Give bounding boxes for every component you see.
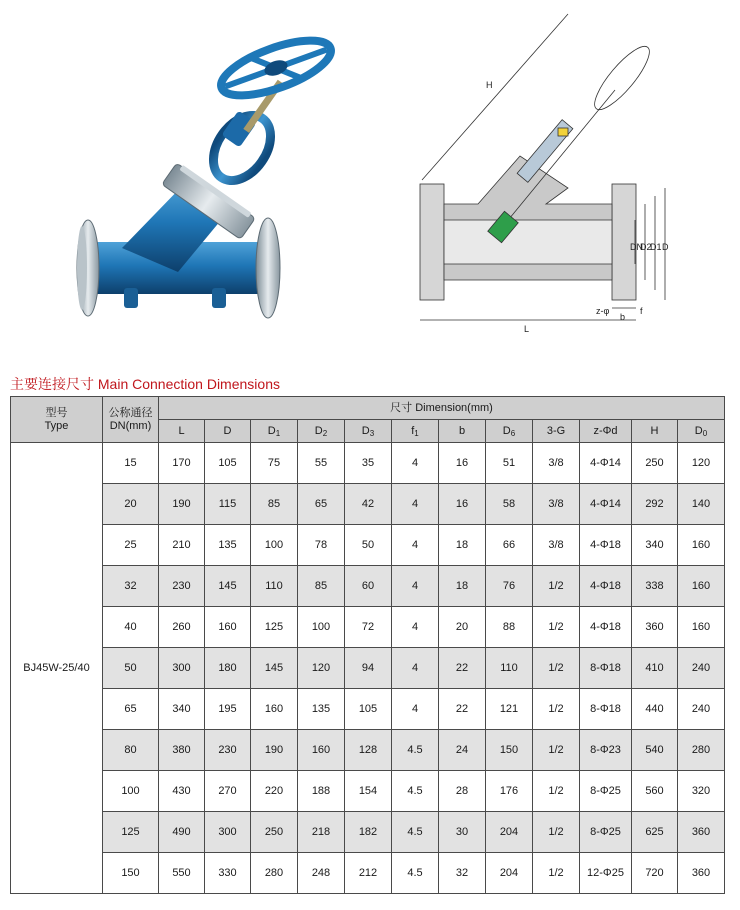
table-cell: 170 <box>159 443 205 484</box>
table-cell: 128 <box>345 730 392 771</box>
dn-cell: 25 <box>103 525 159 566</box>
table-cell: 72 <box>345 607 392 648</box>
table-cell: 300 <box>205 812 251 853</box>
column-header-base: D <box>361 424 370 437</box>
table-cell: 8-Φ18 <box>580 648 632 689</box>
table-cell: 150 <box>486 730 533 771</box>
table-cell: 100 <box>298 607 345 648</box>
table-cell: 490 <box>159 812 205 853</box>
table-cell: 4 <box>392 566 439 607</box>
table-cell: 18 <box>439 566 486 607</box>
dim-label-zd: z-φ <box>596 306 610 316</box>
table-cell: 4-Φ18 <box>580 525 632 566</box>
table-cell: 18 <box>439 525 486 566</box>
table-cell: 330 <box>205 853 251 894</box>
table-cell: 360 <box>678 812 725 853</box>
table-cell: 65 <box>298 484 345 525</box>
table-cell: 360 <box>632 607 678 648</box>
table-cell: 145 <box>205 566 251 607</box>
table-cell: 58 <box>486 484 533 525</box>
table-cell: 50 <box>345 525 392 566</box>
table-cell: 240 <box>678 689 725 730</box>
table-cell: 160 <box>678 566 725 607</box>
table-cell: 3/8 <box>533 525 580 566</box>
table-cell: 4-Φ14 <box>580 484 632 525</box>
table-cell: 160 <box>678 525 725 566</box>
column-header <box>251 420 298 443</box>
column-header <box>439 420 486 443</box>
table-cell: 125 <box>251 607 298 648</box>
column-header-base: D <box>267 424 276 437</box>
column-header <box>678 420 725 443</box>
table-row <box>11 443 725 484</box>
dn-header-en: DN(mm) <box>109 419 152 432</box>
table-cell: 16 <box>439 484 486 525</box>
dim-label-d: D <box>662 242 669 252</box>
valve-photo <box>62 36 362 336</box>
table-cell: 1/2 <box>533 607 580 648</box>
table-cell: 75 <box>251 443 298 484</box>
dn-cell: 100 <box>103 771 159 812</box>
table-cell: 16 <box>439 443 486 484</box>
column-header <box>533 420 580 443</box>
type-header-cn: 型号 <box>45 406 68 419</box>
table-cell: 440 <box>632 689 678 730</box>
column-header-base: D <box>502 424 511 437</box>
table-cell: 1/2 <box>533 853 580 894</box>
table-cell: 22 <box>439 648 486 689</box>
table-cell: 115 <box>205 484 251 525</box>
table-row <box>11 812 725 853</box>
table-cell: 32 <box>439 853 486 894</box>
dim-label-d2: D2 <box>640 242 652 252</box>
dn-cell: 125 <box>103 812 159 853</box>
column-header-base: D <box>694 424 703 437</box>
table-cell: 1/2 <box>533 730 580 771</box>
table-cell: 4.5 <box>392 853 439 894</box>
table-cell: 60 <box>345 566 392 607</box>
table-cell: 88 <box>486 607 533 648</box>
table-cell: 720 <box>632 853 678 894</box>
table-cell: 212 <box>345 853 392 894</box>
table-cell: 204 <box>486 812 533 853</box>
table-cell: 4 <box>392 443 439 484</box>
dn-cell: 32 <box>103 566 159 607</box>
dn-cell: 15 <box>103 443 159 484</box>
table-cell: 85 <box>251 484 298 525</box>
table-cell: 35 <box>345 443 392 484</box>
table-cell: 105 <box>205 443 251 484</box>
table-cell: 94 <box>345 648 392 689</box>
column-header <box>392 420 439 443</box>
table-cell: 30 <box>439 812 486 853</box>
table-cell: 340 <box>159 689 205 730</box>
dim-label-l: L <box>524 324 530 334</box>
column-header-sub: 2 <box>322 428 328 438</box>
table-cell: 4 <box>392 607 439 648</box>
table-cell: 410 <box>632 648 678 689</box>
table-cell: 210 <box>159 525 205 566</box>
table-cell: 154 <box>345 771 392 812</box>
table-cell: 540 <box>632 730 678 771</box>
table-cell: 110 <box>486 648 533 689</box>
table-cell: 204 <box>486 853 533 894</box>
table-row <box>11 607 725 648</box>
table-cell: 230 <box>205 730 251 771</box>
table-cell: 4-Φ18 <box>580 566 632 607</box>
table-cell: 4-Φ14 <box>580 443 632 484</box>
table-cell: 230 <box>159 566 205 607</box>
table-cell: 3/8 <box>533 484 580 525</box>
dn-cell: 80 <box>103 730 159 771</box>
table-cell: 190 <box>159 484 205 525</box>
valve-section-drawing <box>400 8 700 338</box>
table-cell: 4 <box>392 689 439 730</box>
table-cell: 1/2 <box>533 566 580 607</box>
column-header <box>486 420 533 443</box>
table-row <box>11 730 725 771</box>
table-cell: 8-Φ25 <box>580 812 632 853</box>
table-cell: 4 <box>392 525 439 566</box>
table-cell: 300 <box>159 648 205 689</box>
table-cell: 105 <box>345 689 392 730</box>
table-row <box>11 771 725 812</box>
table-cell: 292 <box>632 484 678 525</box>
table-cell: 4.5 <box>392 812 439 853</box>
table-cell: 51 <box>486 443 533 484</box>
dimension-table <box>10 396 725 894</box>
table-cell: 66 <box>486 525 533 566</box>
table-row <box>11 484 725 525</box>
table-cell: 8-Φ23 <box>580 730 632 771</box>
column-header-base: D <box>223 424 232 437</box>
dim-label-dn: DN <box>630 242 643 252</box>
table-cell: 42 <box>345 484 392 525</box>
table-cell: 160 <box>678 607 725 648</box>
table-cell: 1/2 <box>533 812 580 853</box>
dn-cell: 40 <box>103 607 159 648</box>
table-row <box>11 648 725 689</box>
column-header-sub: 3 <box>369 428 375 438</box>
table-cell: 55 <box>298 443 345 484</box>
table-cell: 100 <box>251 525 298 566</box>
table-cell: 180 <box>205 648 251 689</box>
table-cell: 430 <box>159 771 205 812</box>
table-row <box>11 853 725 894</box>
column-header-sub: 0 <box>702 428 708 438</box>
table-row <box>11 525 725 566</box>
table-cell: 220 <box>251 771 298 812</box>
column-header-base: H <box>650 424 659 437</box>
dn-cell: 20 <box>103 484 159 525</box>
column-header-base: 3-G <box>546 424 566 437</box>
table-cell: 160 <box>298 730 345 771</box>
table-cell: 135 <box>205 525 251 566</box>
column-header-sub: 1 <box>275 428 281 438</box>
table-cell: 140 <box>678 484 725 525</box>
dim-label-f: f <box>640 306 643 316</box>
type-cell: BJ45W-25/40 <box>11 443 103 894</box>
column-header-base: D <box>314 424 323 437</box>
type-header <box>11 397 103 443</box>
column-header <box>205 420 251 443</box>
dim-label-d1: D1 <box>650 242 662 252</box>
table-cell: 1/2 <box>533 648 580 689</box>
dim-label-b: b <box>620 312 626 322</box>
table-cell: 560 <box>632 771 678 812</box>
table-cell: 4 <box>392 648 439 689</box>
dn-cell: 65 <box>103 689 159 730</box>
dn-header-cn: 公称通径 <box>108 406 153 419</box>
dn-cell: 150 <box>103 853 159 894</box>
table-cell: 280 <box>251 853 298 894</box>
column-header <box>159 420 205 443</box>
table-cell: 625 <box>632 812 678 853</box>
table-cell: 270 <box>205 771 251 812</box>
table-cell: 12-Φ25 <box>580 853 632 894</box>
table-cell: 24 <box>439 730 486 771</box>
column-header-base: L <box>178 424 185 437</box>
table-cell: 8-Φ25 <box>580 771 632 812</box>
table-cell: 145 <box>251 648 298 689</box>
column-header <box>298 420 345 443</box>
column-header-base: b <box>458 424 466 437</box>
table-cell: 135 <box>298 689 345 730</box>
table-cell: 3/8 <box>533 443 580 484</box>
table-cell: 28 <box>439 771 486 812</box>
table-cell: 195 <box>205 689 251 730</box>
table-cell: 4 <box>392 484 439 525</box>
table-cell: 76 <box>486 566 533 607</box>
table-cell: 260 <box>159 607 205 648</box>
table-cell: 1/2 <box>533 771 580 812</box>
table-cell: 550 <box>159 853 205 894</box>
table-cell: 160 <box>205 607 251 648</box>
table-cell: 190 <box>251 730 298 771</box>
table-cell: 4.5 <box>392 730 439 771</box>
table-cell: 250 <box>251 812 298 853</box>
table-cell: 218 <box>298 812 345 853</box>
table-cell: 4-Φ18 <box>580 607 632 648</box>
table-row <box>11 689 725 730</box>
column-header <box>345 420 392 443</box>
table-cell: 338 <box>632 566 678 607</box>
column-header <box>580 420 632 443</box>
column-header-base: f <box>411 424 415 437</box>
dn-cell: 50 <box>103 648 159 689</box>
table-cell: 176 <box>486 771 533 812</box>
dimension-header: 尺寸 Dimension(mm) <box>159 397 725 420</box>
table-cell: 280 <box>678 730 725 771</box>
table-cell: 250 <box>632 443 678 484</box>
dn-header <box>103 397 159 443</box>
table-cell: 20 <box>439 607 486 648</box>
table-row <box>11 566 725 607</box>
table-cell: 22 <box>439 689 486 730</box>
table-cell: 182 <box>345 812 392 853</box>
table-cell: 160 <box>251 689 298 730</box>
table-cell: 110 <box>251 566 298 607</box>
table-cell: 248 <box>298 853 345 894</box>
table-cell: 4.5 <box>392 771 439 812</box>
dim-label-h: H <box>486 80 493 90</box>
table-cell: 78 <box>298 525 345 566</box>
table-cell: 360 <box>678 853 725 894</box>
table-cell: 188 <box>298 771 345 812</box>
table-cell: 340 <box>632 525 678 566</box>
table-cell: 320 <box>678 771 725 812</box>
table-cell: 121 <box>486 689 533 730</box>
column-header-sub: 6 <box>510 428 516 438</box>
table-cell: 120 <box>678 443 725 484</box>
table-cell: 380 <box>159 730 205 771</box>
table-cell: 1/2 <box>533 689 580 730</box>
table-cell: 85 <box>298 566 345 607</box>
column-header-sub: 1 <box>414 428 419 438</box>
type-header-en: Type <box>44 419 69 432</box>
table-cell: 240 <box>678 648 725 689</box>
table-cell: 8-Φ18 <box>580 689 632 730</box>
table-cell: 120 <box>298 648 345 689</box>
column-header-base: z-Φd <box>593 424 618 437</box>
section-title: 主要连接尺寸 Main Connection Dimensions <box>10 376 280 392</box>
column-header <box>632 420 678 443</box>
